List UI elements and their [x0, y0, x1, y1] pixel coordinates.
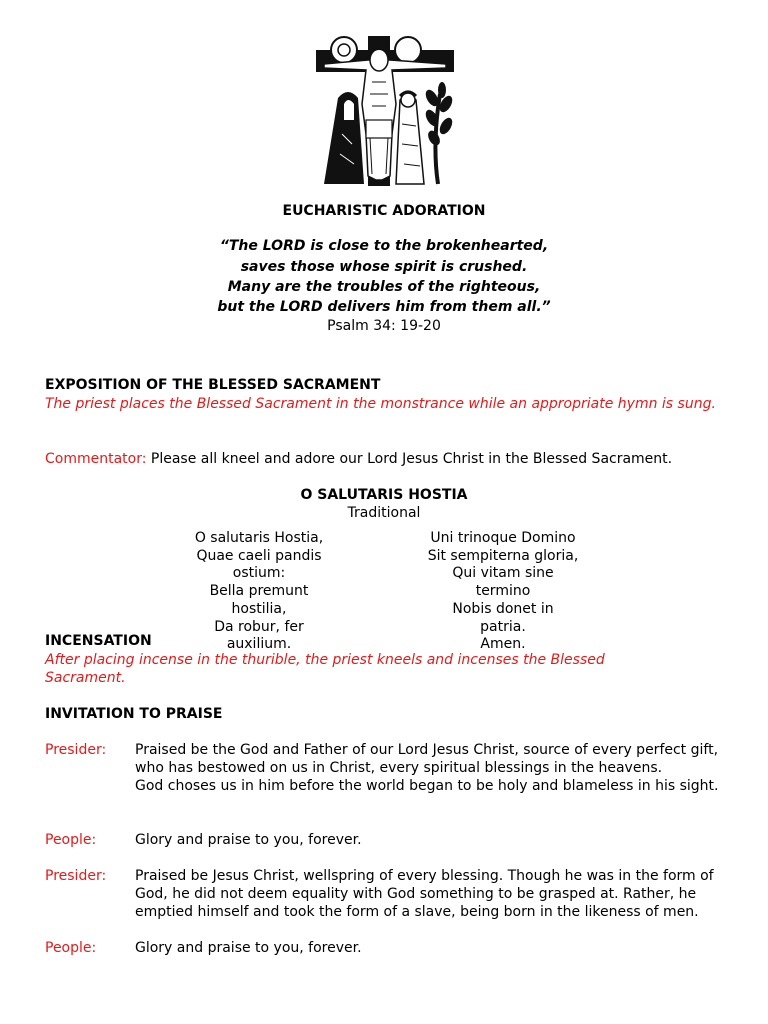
hymn-subtitle: Traditional — [347, 505, 421, 521]
incensation-heading: INCENSATION — [45, 633, 152, 649]
hymn-line: Amen. — [480, 636, 526, 653]
speaker-label: Presider: — [45, 868, 107, 884]
hymn-line: Qui vitam sine — [452, 565, 554, 582]
commentator-line — [45, 450, 745, 468]
speaker-text: Glory and praise to you, forever. — [135, 832, 362, 848]
quote-line: “The LORD is close to the brokenhearted, — [219, 238, 549, 254]
speaker-text: Praised be Jesus Christ, wellspring of every blessing. Though he was in the form of God, he did not deem equality with God something to be grasped at. Rather, he emptied himself and took the form of a slave, being born in the likeness of men. — [135, 868, 714, 920]
exchange-row — [45, 741, 735, 831]
hymn-line: Quae caeli pandis — [196, 547, 322, 564]
speaker-text: Praised be the God and Father of our Lord Jesus Christ, source of every perfect gift, who has bestowed on us in Christ, every spiritual blessings in the heavens. God choses us in him before the world began to be holy and blameless in his sight. — [135, 742, 719, 794]
hymn-line: auxilium. — [226, 636, 292, 653]
speaker-text: Glory and praise to you, forever. — [135, 940, 362, 956]
hymn-line: Nobis donet in — [452, 600, 554, 617]
exchange-row — [45, 831, 735, 849]
commentator-text: Please all kneel and adore our Lord Jesus Christ in the Blessed Sacrament. — [150, 451, 673, 467]
hymn-title: O SALUTARIS HOSTIA — [300, 487, 468, 503]
speaker-label: People: — [45, 832, 97, 848]
speaker-label: Presider: — [45, 742, 107, 758]
hymn-line: patria. — [480, 618, 526, 635]
hymn-line: Bella premunt — [209, 583, 309, 600]
hymn-line: Uni trinoque Domino — [430, 530, 576, 546]
exposition-heading: EXPOSITION OF THE BLESSED SACRAMENT — [45, 377, 381, 393]
hymn-line: Da robur, fer — [214, 618, 304, 635]
hymn-line: O salutaris Hostia, — [194, 530, 324, 546]
crucifixion-illustration — [312, 34, 456, 188]
quote-line: but the LORD delivers him from them all.” — [217, 299, 551, 315]
exposition-rubric: The priest places the Blessed Sacrament in the monstrance while an appropriate hymn is sung. — [45, 396, 716, 412]
hymn-line: hostilia, — [231, 600, 287, 617]
hymn-line: termino — [475, 583, 531, 600]
incensation-rubric: After placing incense in the thurible, the priest kneels and incenses the Blessed Sacrament. — [45, 652, 605, 686]
quote-citation: Psalm 34: 19-20 — [327, 318, 441, 334]
exchange-row — [45, 867, 735, 939]
hymn-stanza-right — [413, 530, 593, 654]
speaker-label: People: — [45, 940, 97, 956]
hymn-stanza-left — [184, 530, 334, 654]
hymn-line: ostium: — [232, 565, 286, 582]
hymn-line: Sit sempiterna gloria, — [427, 547, 579, 564]
commentator-label: Commentator: — [45, 451, 147, 467]
quote-line: saves those whose spirit is crushed. — [240, 259, 528, 275]
document-title: EUCHARISTIC ADORATION — [282, 203, 486, 219]
quote-line: Many are the troubles of the righteous, — [227, 279, 541, 295]
exchange-row — [45, 939, 735, 957]
invitation-heading: INVITATION TO PRAISE — [45, 706, 223, 722]
